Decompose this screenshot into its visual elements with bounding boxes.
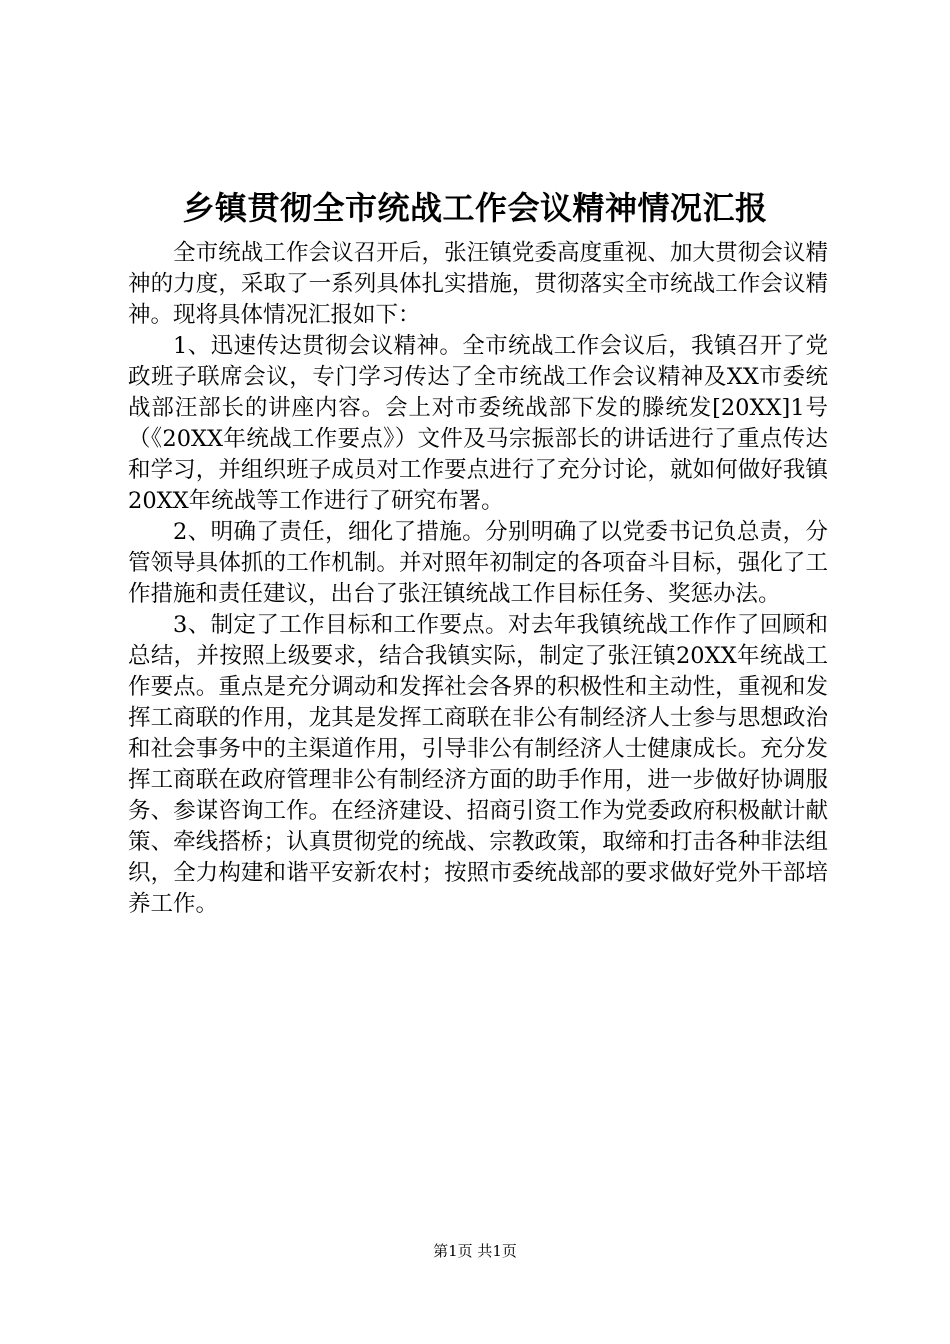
body-paragraph-1: 1、迅速传达贯彻会议精神。全市统战工作会议后，我镇召开了党政班子联席会议，专门学习传达了全市统战工作会议精神及XX市委统战部汪部长的讲座内容。会上对市委统战部下发的滕统发[20XX]1号（《20XX年统战工作要点》）文件及马宗振部长的讲话进行了重点传达和学习，并组织班子成员对工作要点进行了充分讨论，就如何做好我镇20XX年统战等工作进行了研究布署。	[128, 333, 828, 514]
body-paragraph-intro: 全市统战工作会议召开后，张汪镇党委高度重视、加大贯彻会议精神的力度，采取了一系列具体扎实措施，贯彻落实全市统战工作会议精神。现将具体情况汇报如下：	[128, 240, 828, 328]
document-title: 乡镇贯彻全市统战工作会议精神情况汇报	[182, 189, 768, 227]
page-number-footer: 第1页 共1页	[433, 1242, 517, 1260]
body-paragraph-3: 3、制定了工作目标和工作要点。对去年我镇统战工作作了回顾和总结，并按照上级要求，结合我镇实际，制定了张汪镇20XX年统战工作要点。重点是充分调动和发挥社会各界的积极性和主动性，重视和发挥工商联的作用，龙其是发挥工商联在非公有制经济人士参与思想政治和社会事务中的主渠道作用，引导非公有制经济人士健康成长。充分发挥工商联在政府管理非公有制经济方面的助手作用，进一步做好协调服务、参谋咨询工作。在经济建设、招商引资工作为党委政府积极献计献策、牵线搭桥；认真贯彻党的统战、宗教政策，取缔和打击各种非法组织，全力构建和谐平安新农村；按照市委统战部的要求做好党外干部培养工作。	[128, 612, 828, 917]
document-body	[128, 238, 828, 920]
body-paragraph-2: 2、明确了责任，细化了措施。分别明确了以党委书记负总责，分管领导具体抓的工作机制。并对照年初制定的各项奋斗目标，强化了工作措施和责任建议，出台了张汪镇统战工作目标任务、奖惩办法。	[128, 519, 828, 607]
